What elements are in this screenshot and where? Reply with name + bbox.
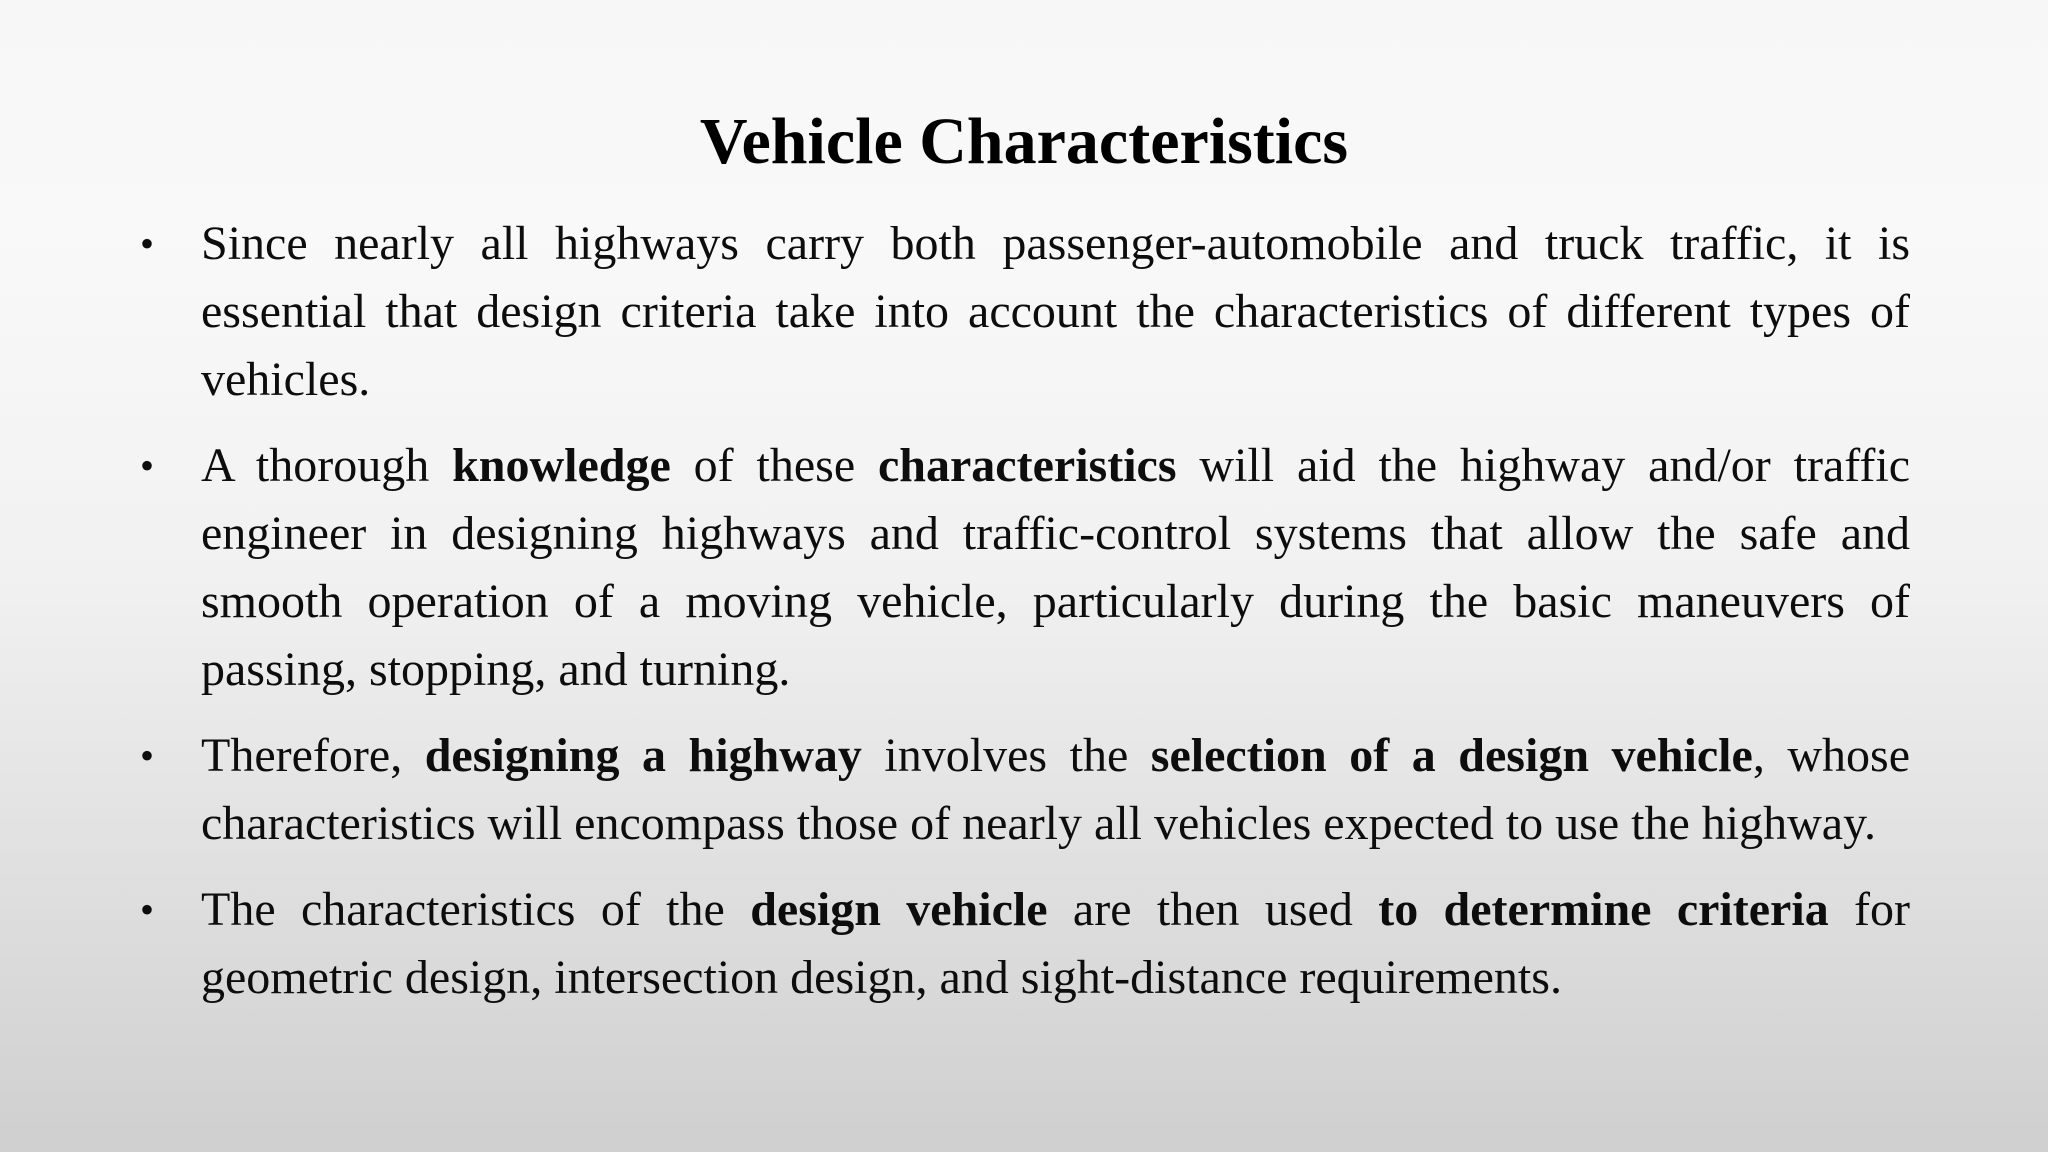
bullet-text — [201, 729, 1910, 850]
bullet-list — [140, 210, 1910, 1030]
text-segment: will aid the highway and/or traffic engineer in designing highways and traffic-control systems that allow the safe and smooth operation of a moving vehicle, particularly during the basic maneuvers of passing, stopping, and turning. — [201, 439, 1910, 696]
bullet-item — [140, 432, 1910, 704]
bullet-icon: • — [140, 887, 155, 932]
text-segment: Since nearly all highways carry both passenger-automobile and truck traffic, it is essential that design criteria take into account the characteristics of different types of vehicles. — [201, 217, 1910, 406]
text-segment: Therefore, — [201, 729, 425, 782]
bold-term: knowledge — [452, 439, 671, 492]
bullet-item — [140, 876, 1910, 1012]
bullet-text — [201, 883, 1910, 1004]
bullet-item — [140, 210, 1910, 414]
bold-term: design vehicle — [750, 883, 1048, 936]
slide-title: Vehicle Characteristics — [699, 105, 1349, 178]
bold-term: designing a highway — [424, 729, 862, 782]
text-segment: A thorough — [201, 439, 453, 492]
text-segment: , whose characteristics will encompass those of nearly all vehicles expected to use the highway. — [201, 729, 1911, 850]
bullet-icon: • — [140, 443, 155, 488]
bold-term: to determine criteria — [1378, 883, 1829, 936]
bullet-icon: • — [140, 221, 155, 266]
text-segment: for geometric design, intersection design, and sight-distance requirements. — [201, 883, 1911, 1004]
text-segment: of these — [670, 439, 878, 492]
bullet-text — [201, 217, 1910, 406]
bullet-item — [140, 722, 1910, 858]
bullet-text — [201, 439, 1910, 696]
text-segment: involves the — [861, 729, 1151, 782]
bold-term: characteristics — [878, 439, 1177, 492]
text-segment: are then used — [1047, 883, 1379, 936]
bold-term: selection of a design vehicle — [1150, 729, 1753, 782]
text-segment: The characteristics of the — [201, 883, 751, 936]
bullet-icon: • — [140, 733, 155, 778]
